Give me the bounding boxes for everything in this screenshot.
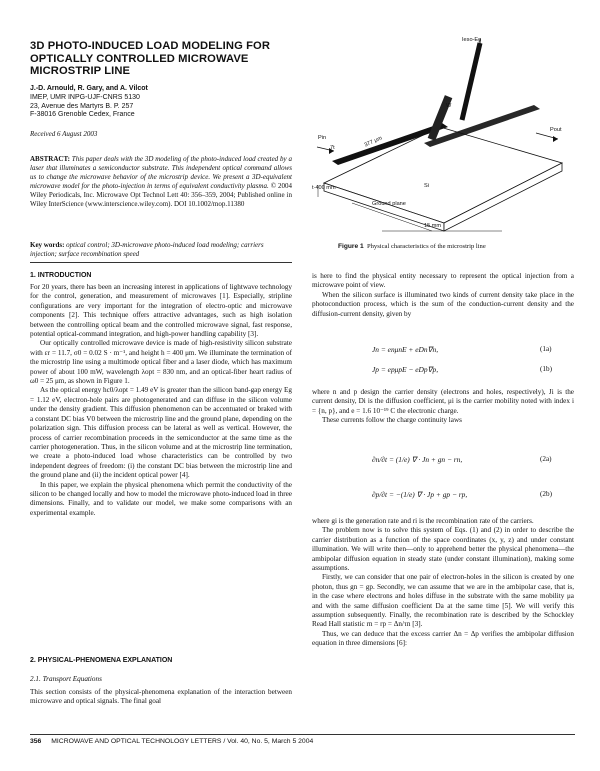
paragraph: For 20 years, there has been an increasing interest in applications of lightwave technology for the control, generation, and measurement of microwaves [1]. Especially, stripline configurations are very important for the integration of electro-optic and microwave components [2]. This technique offers attractive advantages, such as high isolation between the controlling optical beam and the controlled microwave signal, fast response, potential optical-command integration, and high-power handling capability [3].: [30, 283, 292, 339]
height-label: t·400 mm: [312, 185, 336, 191]
laser-label: Ieso-Eg: [462, 37, 482, 43]
pin-label: Pin: [318, 135, 327, 141]
affiliation-line: IMEP, UMR INPG-UJF-CNRS 5130: [30, 93, 140, 101]
introduction-body: [30, 283, 292, 518]
equation-2b: ∂p/∂t = −(1/e) ∇ · Jp + gp − rp,: [372, 490, 468, 499]
substrate-width-label: 15 mm: [424, 223, 442, 229]
equation-number: (1a): [540, 345, 552, 353]
paragraph: These currents follow the charge continuity laws: [322, 416, 462, 425]
figure-microstrip-line: [312, 35, 574, 235]
abstract: [30, 155, 292, 208]
figure-caption-label: Figure 1: [338, 243, 364, 250]
paragraph: is here to find the physical entity necessary to represent the optical injection from a microwave point of view.: [312, 272, 574, 290]
paragraph: As the optical energy hc0/λopt = 1.49 eV is greater than the silicon band-gap energy Eg = 1.12 eV, electron-hole pairs are photogenerated and can diffuse in the silicon volume under the density gradient. This diffusion phenomenon can be accentuated or braked with a constant DC bias V0 between the microstrip line and the ground plane, depending on the polarization sign. This diffusion process can be lateral as well as vertical. However, the process of carrier recombination proceeds in the semiconductor at the same time as the carrier photogeneration. Thus, in the silicon volume and at the microstrip line termination, we create a photo-induced load whose characteristics can be controlled by two independent degrees of freedom: (i) the constant DC bias between the microstrip line and the ground plane and (ii) the incident optical power [4].: [30, 386, 292, 480]
equation-number: (2b): [540, 490, 552, 498]
divider: [30, 262, 292, 263]
equation-1b: Jp = epμpE − eDp∇p,: [372, 365, 439, 374]
length-label: 377 μm: [363, 135, 384, 149]
ground-plane-label: Ground plane: [372, 201, 406, 207]
paragraph: In this paper, we explain the physical phenomena which permit the conductivity of the silicon to be changed locally and how to model the microwave photo-induced load in three dimensions. Finally, and to validate our model, we make some comparisons with an experimental example.: [30, 480, 292, 517]
paragraph: Thus, we can deduce that the excess carrier Δn = Δp verifies the ambipolar diffusion equation in three dimensions [6]:: [312, 629, 574, 648]
abstract-label: ABSTRACT:: [30, 155, 70, 163]
thickness-label: 7t: [330, 145, 335, 151]
author-block: [30, 85, 290, 120]
equation-1a: Jn = enμnE + eDn∇n,: [372, 345, 439, 354]
equation-number: (1b): [540, 365, 552, 373]
paragraph: Our optically controlled microwave device is made of high-resistivity silicon substrate with εr = 11.7, σ0 = 0.02 S · m⁻¹, and height h = 400 μm. We illuminate the termination of the microstrip line using a multimode optical fiber and a laser diode, which has maximum power of about 100 mW, wavelength λopt = 830 nm, and an optical-fiber heart radius of ω0 = 25 μm, as shown in Figure 1.: [30, 339, 292, 386]
figure-caption-text: Physical characteristics of the microstrip line: [366, 243, 486, 250]
paragraph: The problem now is to solve this system of Eqs. (1) and (2) in order to describe the carrier distribution as a function of the space coordinates (x, y, z) and under constant illumination. We will write then—only to apprehend better the physical phenomena—the ambipolar diffusion equation in steady state (under constant illumination), making some assumptions.: [312, 526, 574, 573]
right-body-bottom: [312, 517, 574, 649]
page-number: 356: [30, 738, 42, 745]
paragraph: where gi is the generation rate and ri is the recombination rate of the carriers.: [312, 517, 534, 525]
equation-number: (2a): [540, 455, 552, 463]
silicon-label: Si: [424, 183, 429, 189]
keywords-label: Key words:: [30, 241, 65, 249]
section-body: [30, 688, 292, 707]
right-body-top: [312, 272, 574, 319]
paragraph: This section consists of the physical-phenomena explanation of the interaction between microwave and optical signals. The final goal: [30, 688, 292, 706]
paper-title: 3D PHOTO-INDUCED LOAD MODELING FOR OPTICALLY CONTROLLED MICROWAVE MICROSTRIP LINE: [30, 40, 270, 77]
abstract-copyright: © 2004 Wiley Periodicals, Inc. Microwave Opt Technol Lett 40: 356–359, 2004; Published online in Wiley InterScience (www.interscience.wiley.com). DOI 10.1002/mop.11380: [30, 181, 293, 208]
abstract-text: This paper deals with the 3D modeling of the photo-induced load created by a laser that illuminates a semiconductor substrate. This independent optical command allows us to change the microwave behavior of the microstrip device. We present a 3D-equivalent microwave model for the photo-injection in terms of equivalent conductivity plasma.: [30, 155, 292, 190]
affiliation-line: 23, Avenue des Martyrs B. P. 257: [30, 102, 134, 110]
paragraph: When the silicon surface is illuminated two kinds of current density take place in the photoconduction process, which is the sum of the conduction-current density and the diffusion-current density, given by: [312, 290, 574, 318]
microstrip-diagram: [312, 35, 574, 235]
affiliation-line: F-38016 Grenoble Cedex, France: [30, 111, 135, 119]
received-date: Received 6 August 2003: [30, 130, 98, 138]
section-heading-physical: 2. PHYSICAL-PHENOMENA EXPLANATION: [30, 657, 173, 664]
journal-info: MICROWAVE AND OPTICAL TECHNOLOGY LETTERS / Vol. 40, No. 5, March 5 2004: [51, 738, 314, 745]
right-body-mid: [312, 388, 574, 426]
equation-2a: ∂n/∂t = (1/e) ∇ · Jn + gn − rn,: [372, 455, 463, 464]
figure-caption: [338, 243, 486, 250]
subsection-heading: 2.1. Transport Equations: [30, 675, 102, 683]
paragraph: where n and p design the carrier density (electrons and holes, respectively), Ji is the current density, Di is the diffusion coefficient, μi is the carrier mobility noted with index i = {n, p}, and e = 1.6 10⁻¹⁹ C the electronic charge.: [312, 388, 574, 415]
section-heading-introduction: 1. INTRODUCTION: [30, 272, 92, 279]
keywords: [30, 241, 292, 259]
page-footer: [30, 734, 575, 745]
pout-label: Pout: [550, 127, 562, 133]
width-label: W: [446, 103, 452, 109]
author-names: J.-D. Arnould, R. Gary, and A. Vilcot: [30, 85, 148, 92]
paragraph: Firstly, we can consider that one pair of electron-holes in the silicon is created by one photon, thus gn = gp. Secondly, we can assume that we are in the ambipolar case, that is, in the case where electrons and holes diffuse in the substrate with the same mobility μa and with the same diffusion coefficient Da at the same time [5]. We will verify this assumption subsequently. Finally, the recombination rate is described by the Schockley Read Hall statistic rn = rp = Δn/τn [3].: [312, 573, 574, 629]
keywords-text: optical control; 3D-microwave photo-induced load modeling; carriers injection; surface recombination speed: [30, 241, 264, 258]
